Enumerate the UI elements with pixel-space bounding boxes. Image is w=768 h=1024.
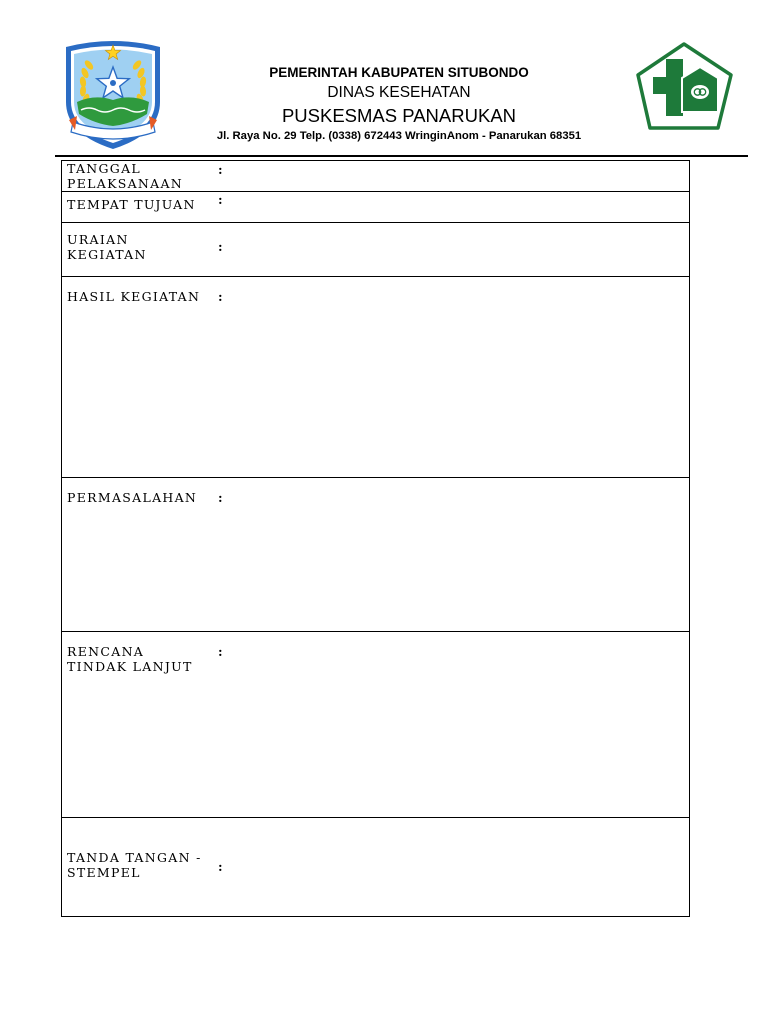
field-separator: : xyxy=(218,859,223,874)
field-label-line: STEMPEL xyxy=(67,865,141,880)
field-label xyxy=(67,289,200,304)
field-label-line: TINDAK LANJUT xyxy=(67,659,193,674)
field-label xyxy=(67,197,196,212)
field-separator: : xyxy=(218,644,223,659)
field-separator: : xyxy=(218,289,223,304)
field-label-line: TANDA TANGAN - xyxy=(67,850,202,865)
field-label-line: URAIAN xyxy=(67,232,129,247)
field-separator: : xyxy=(218,239,223,254)
field-label xyxy=(67,490,197,505)
field-label-line: KEGIATAN xyxy=(67,247,147,262)
activity-report-form xyxy=(61,160,690,917)
field-separator: : xyxy=(218,192,223,207)
field-label xyxy=(67,161,183,191)
field-value-area xyxy=(232,632,685,817)
form-row-uraian-kegiatan xyxy=(62,223,689,277)
field-label-line: RENCANA xyxy=(67,644,145,659)
form-row-rencana-tindak-lanjut xyxy=(62,632,689,818)
field-label-line: PELAKSANAAN xyxy=(67,176,184,191)
form-row-tanggal-pelaksanaan xyxy=(62,161,689,192)
field-label-line: HASIL KEGIATAN xyxy=(67,289,201,304)
department-name: DINAS KESEHATAN xyxy=(327,84,471,101)
form-row-tempat-tujuan xyxy=(62,192,689,223)
puskesmas-logo-icon xyxy=(632,40,740,136)
signature-stamp-area xyxy=(232,818,685,916)
field-value-area xyxy=(232,478,685,631)
field-label xyxy=(67,232,147,262)
field-label xyxy=(67,850,202,880)
form-row-hasil-kegiatan xyxy=(62,277,689,478)
government-name: PEMERINTAH KABUPATEN SITUBONDO xyxy=(269,65,529,80)
field-value-area xyxy=(232,192,685,222)
field-separator: : xyxy=(218,162,223,177)
field-value-area xyxy=(232,161,685,191)
letterhead-divider xyxy=(55,155,748,157)
form-row-permasalahan xyxy=(62,478,689,632)
field-separator: : xyxy=(218,490,223,505)
form-row-tanda-tangan-stempel xyxy=(62,818,689,916)
unit-name: PUSKESMAS PANARUKAN xyxy=(281,105,517,126)
field-value-area xyxy=(232,223,685,276)
field-label-line: PERMASALAHAN xyxy=(67,490,198,505)
field-value-area xyxy=(232,277,685,477)
situbondo-regency-emblem-icon xyxy=(63,36,163,150)
field-label-line: TEMPAT TUJUAN xyxy=(67,197,196,212)
office-address: Jl. Raya No. 29 Telp. (0338) 672443 WringinAnom - Panarukan 68351 xyxy=(216,130,582,142)
field-label xyxy=(67,644,193,674)
field-label-line: TANGGAL xyxy=(67,161,142,176)
